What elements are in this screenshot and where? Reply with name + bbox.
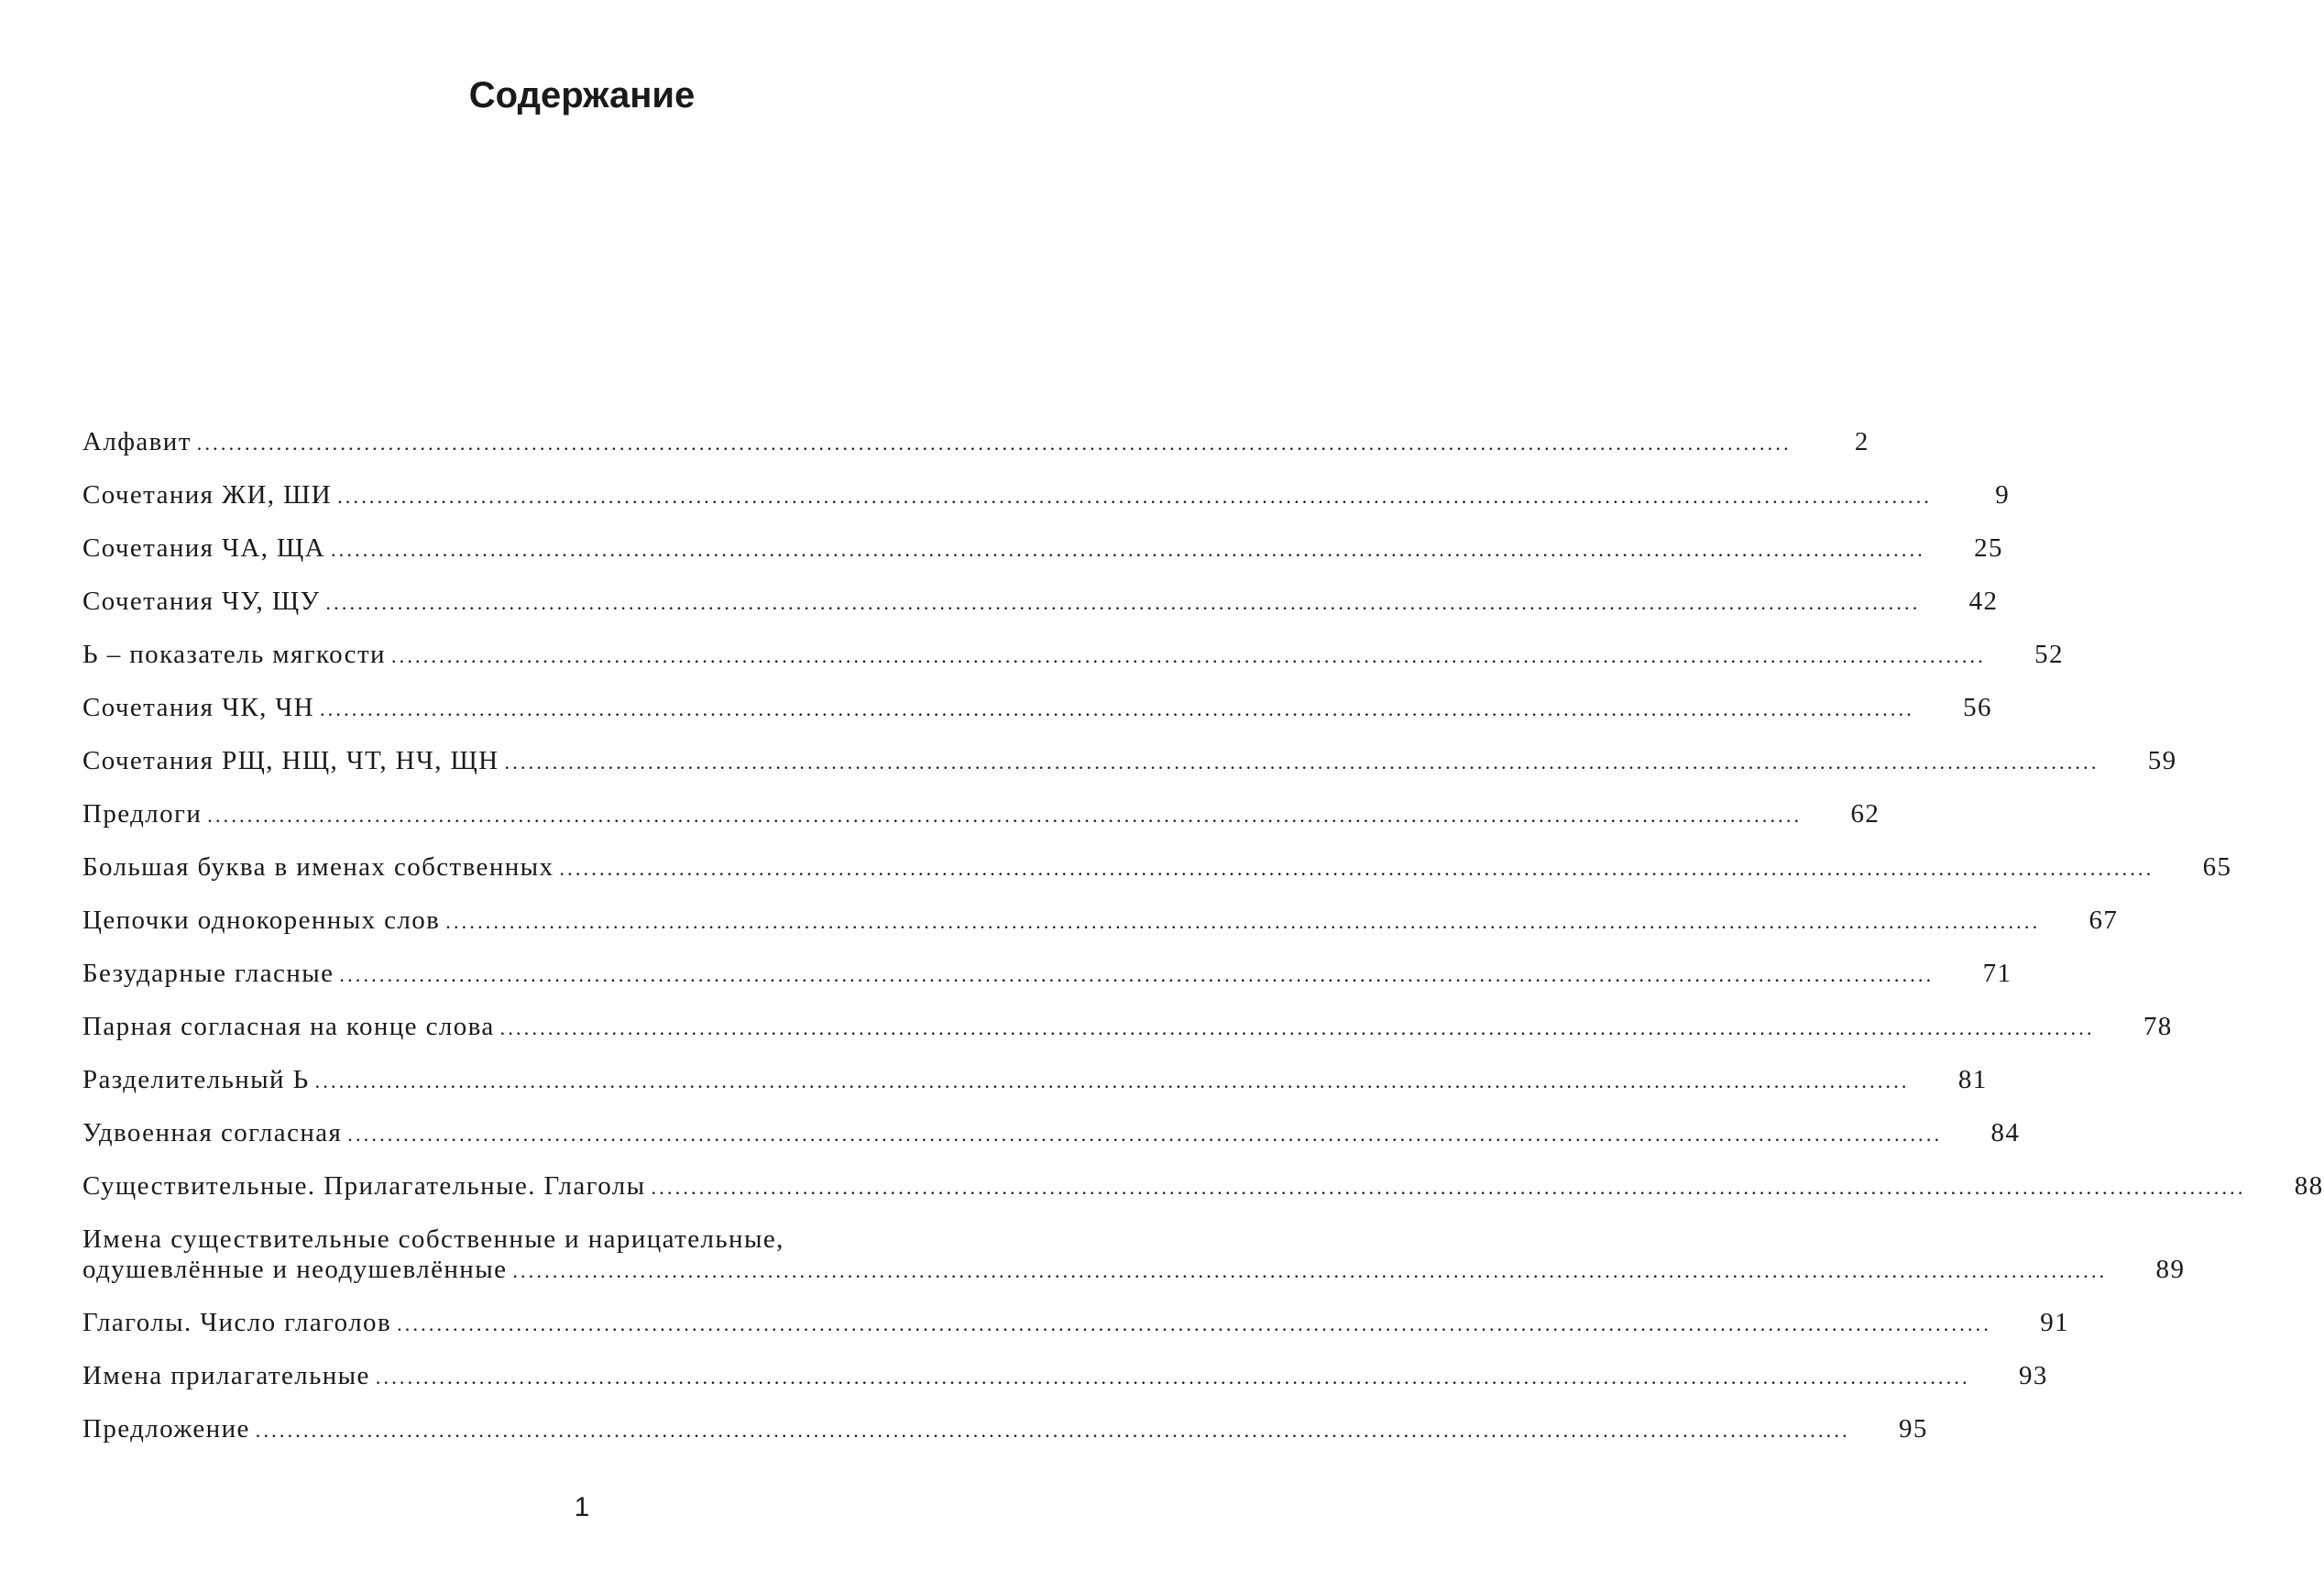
dot-leader: ........................................................................................................................................................................................................: [512, 1259, 2108, 1282]
toc-entry[interactable]: [82, 480, 2011, 511]
toc-entry-line: [82, 1118, 2021, 1148]
toc-entry-page: 2: [1854, 427, 1869, 456]
toc-entry-page: 89: [2155, 1255, 2186, 1284]
toc-entry-line: [82, 746, 2177, 776]
toc-entry-page: 78: [2143, 1012, 2173, 1041]
toc-entry-line: [82, 533, 2003, 564]
dot-leader: ........................................................................................................................................................................................................: [314, 1070, 1910, 1092]
toc-entry-page: 65: [2202, 852, 2232, 882]
dot-leader: ........................................................................................................................................................................................................: [397, 1312, 1992, 1335]
toc-entry-line: [82, 906, 2119, 936]
toc-entry-line: [82, 427, 1869, 457]
dot-leader: ........................................................................................................................................................................................................: [390, 644, 1986, 667]
toc-entry-title: Разделительный Ь: [82, 1065, 310, 1094]
toc-entry-title: Сочетания ЧК, ЧН: [82, 693, 314, 722]
toc-entry-page: 93: [2019, 1361, 2048, 1390]
toc-entry[interactable]: [82, 799, 1880, 829]
toc-entry[interactable]: [82, 1012, 2173, 1042]
toc-entry[interactable]: [82, 640, 2064, 670]
toc-entry-title: Парная согласная на конце слова: [82, 1012, 495, 1041]
toc-entry-title: Существительные. Прилагательные. Глаголы: [82, 1171, 646, 1201]
dot-leader: ........................................................................................................................................................................................................: [255, 1419, 1850, 1442]
toc-entry-title: Ь – показатель мягкости: [82, 640, 386, 669]
toc-entry[interactable]: [82, 1414, 1928, 1444]
toc-entry[interactable]: [82, 1308, 2070, 1338]
toc-entry[interactable]: [82, 533, 2003, 564]
toc-entry-title: Безударные гласные: [82, 959, 334, 988]
toc-entry-title: Цепочки однокоренных слов: [82, 906, 441, 935]
toc-entry-line: [82, 640, 2064, 670]
toc-entry-line: [82, 1065, 1988, 1095]
dot-leader: ........................................................................................................................................................................................................: [196, 432, 1792, 455]
toc-entry-line: [82, 959, 2012, 989]
toc-entry-title: Сочетания ЧУ, ЩУ: [82, 587, 321, 616]
toc-entry-page: 25: [1974, 533, 2003, 563]
dot-leader: ........................................................................................................................................................................................................: [339, 963, 1935, 986]
dot-leader: ........................................................................................................................................................................................................: [499, 1016, 2095, 1039]
toc-entry-page: 71: [1982, 959, 2012, 988]
toc-entry-title: Сочетания РЩ, НЩ, ЧТ, НЧ, ЩН: [82, 746, 499, 775]
toc-entry-page: 91: [2040, 1308, 2070, 1337]
page-number: 1: [574, 1492, 590, 1522]
toc-entry-line: [82, 587, 1999, 617]
dot-leader: ........................................................................................................................................................................................................: [319, 697, 1914, 720]
toc-entry-page: 67: [2088, 906, 2119, 935]
dot-leader: ........................................................................................................................................................................................................: [325, 591, 1921, 614]
toc-entry-title: Глаголы. Число глаголов: [82, 1308, 392, 1337]
toc-entry[interactable]: [82, 959, 2012, 989]
toc-entry-title: Удвоенная согласная: [82, 1118, 343, 1147]
page-title: Содержание: [468, 75, 696, 115]
toc-entry-page: 88: [2294, 1171, 2324, 1201]
toc-entry-title: Предложение: [82, 1414, 250, 1444]
toc-entry[interactable]: [82, 906, 2119, 936]
toc-entry-line: [82, 1414, 1928, 1444]
dot-leader: ........................................................................................................................................................................................................: [330, 538, 1925, 561]
dot-leader: ........................................................................................................................................................................................................: [559, 857, 2154, 880]
toc-entry[interactable]: [82, 746, 2177, 776]
dot-leader: ........................................................................................................................................................................................................: [375, 1366, 1970, 1389]
toc-entry[interactable]: [82, 1118, 2021, 1148]
toc-entry-title: Сочетания ЖИ, ШИ: [82, 480, 333, 510]
toc-entry-title: Имена прилагательные: [82, 1361, 370, 1390]
toc-entry-page: 84: [1990, 1118, 2021, 1147]
toc-entry-page: 81: [1957, 1065, 1988, 1094]
dot-leader: ........................................................................................................................................................................................................: [504, 751, 2099, 774]
dot-leader: ........................................................................................................................................................................................................: [207, 804, 1803, 827]
toc-entry[interactable]: [82, 587, 1999, 617]
toc-entry-title: Большая буква в именах собственных: [82, 852, 554, 882]
toc-entry-line: [82, 1308, 2070, 1338]
toc-entry[interactable]: [82, 427, 1869, 457]
toc-entry[interactable]: [82, 1065, 1988, 1095]
toc-entry-title: Алфавит: [82, 427, 192, 456]
toc-entry-page: 62: [1850, 799, 1880, 829]
toc-entry-page: 42: [1968, 587, 1999, 616]
toc-entry-line: [82, 1171, 2324, 1202]
toc-entry-line: [82, 1012, 2173, 1042]
dot-leader: ........................................................................................................................................................................................................: [337, 485, 1933, 508]
toc-entry[interactable]: [82, 852, 2232, 883]
toc-entry-page: 56: [1963, 693, 1992, 722]
toc-entry-line: [82, 1224, 1061, 1255]
toc-entry-page: 95: [1898, 1414, 1928, 1444]
toc-entry-line: [82, 852, 2232, 883]
toc-entry[interactable]: [82, 1171, 2324, 1202]
toc-entry-title: Сочетания ЧА, ЩА: [82, 533, 325, 563]
toc-entry-line: [82, 1361, 2048, 1391]
toc-entry[interactable]: [82, 1361, 2048, 1391]
dot-leader: ........................................................................................................................................................................................................: [651, 1176, 2246, 1199]
toc-entry-page: 59: [2147, 746, 2177, 775]
toc-entry-line: [82, 1255, 2186, 1285]
toc-entry-title: Предлоги: [82, 799, 203, 829]
dot-leader: ........................................................................................................................................................................................................: [445, 910, 2041, 933]
toc-entry-line: [82, 799, 1880, 829]
toc-entry[interactable]: [82, 693, 1992, 723]
toc-entry-page: 52: [2034, 640, 2064, 669]
toc-entry[interactable]: [82, 1224, 2186, 1285]
toc-entry-title: одушевлённые и неодушевлённые: [82, 1255, 508, 1284]
toc-entry-line: [82, 693, 1992, 723]
table-of-contents: [82, 427, 2324, 1467]
dot-leader: ........................................................................................................................................................................................................: [347, 1123, 1943, 1146]
toc-entry-page: 9: [1995, 480, 2011, 510]
toc-entry-title: Имена существительные собственные и нарицательные,: [82, 1224, 784, 1254]
toc-entry-line: [82, 480, 2011, 511]
